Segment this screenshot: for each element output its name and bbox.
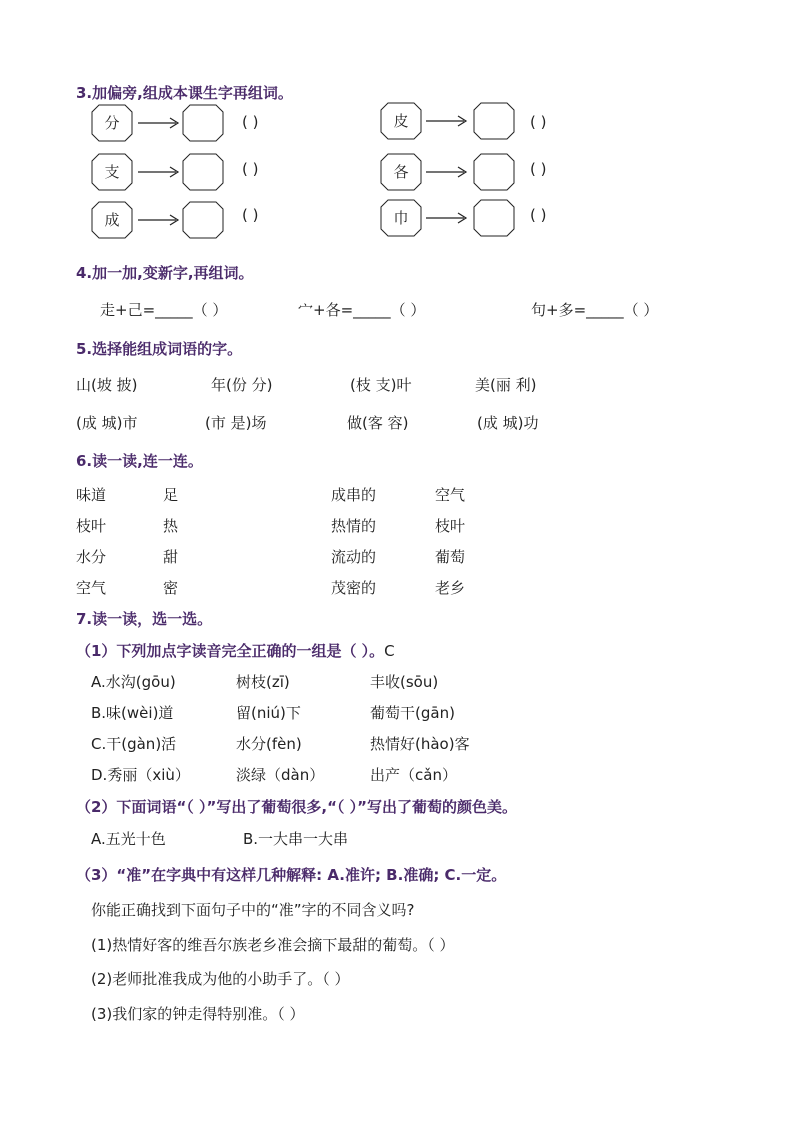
option-cell: 葡萄干(gān): [370, 704, 455, 722]
q4-item[interactable]: 句+多=_____（ ）: [531, 301, 659, 319]
q5-option[interactable]: (枝 支)叶: [350, 376, 412, 394]
word-blank[interactable]: ( ): [530, 160, 547, 178]
match-word[interactable]: 味道: [76, 486, 107, 504]
radical-box-fen: [91, 104, 133, 142]
match-word[interactable]: 密: [163, 579, 179, 597]
option-b[interactable]: B.一大串一大串: [243, 830, 349, 848]
q5-option[interactable]: 做(客 容): [347, 414, 409, 432]
word-blank[interactable]: ( ): [530, 113, 547, 131]
sentence-2[interactable]: (2)老师批准我成为他的小助手了。（ ）: [91, 970, 350, 988]
q4-item[interactable]: 走+己=_____（ ）: [100, 301, 228, 319]
option-cell: 淡绿（dàn）: [236, 766, 325, 784]
radical-box-zhi: [91, 153, 133, 191]
arrow-icon: [138, 214, 180, 226]
q5-option[interactable]: 山(坡 披): [76, 376, 138, 394]
radical-char: 分: [104, 114, 120, 132]
q7-part1-stem-text: （1）下列加点字读音完全正确的一组是（ ）。: [76, 642, 385, 660]
arrow-icon: [426, 115, 468, 127]
option-a[interactable]: A.水沟(gōu): [91, 673, 176, 691]
match-word[interactable]: 空气: [76, 579, 107, 597]
option-c[interactable]: C.干(gàn)活: [91, 735, 177, 753]
q7-part1-stem: [76, 640, 395, 661]
radical-box-jin: [380, 199, 422, 237]
match-word[interactable]: 流动的: [331, 548, 377, 566]
word-blank[interactable]: ( ): [242, 160, 259, 178]
word-blank[interactable]: ( ): [242, 206, 259, 224]
answer-box[interactable]: [182, 201, 224, 239]
q7-part3-stem: （3）“准”在字典中有这样几种解释: A.准许; B.准确; C.一定。: [76, 866, 507, 884]
option-b[interactable]: B.味(wèi)道: [91, 704, 174, 722]
radical-box-pi: [380, 102, 422, 140]
match-word[interactable]: 茂密的: [331, 579, 377, 597]
radical-char: 巾: [393, 209, 409, 227]
q6-title: 6.读一读,连一连。: [76, 452, 203, 470]
word-blank[interactable]: ( ): [530, 206, 547, 224]
answer-box[interactable]: [473, 199, 515, 237]
option-cell: 丰收(sōu): [370, 673, 439, 691]
q7-part3-ask: 你能正确找到下面句子中的“准”字的不同含义吗?: [91, 901, 415, 919]
q5-option[interactable]: (成 城)功: [477, 414, 539, 432]
radical-box-cheng: [91, 201, 133, 239]
arrow-icon: [138, 166, 180, 178]
answer-box[interactable]: [182, 153, 224, 191]
match-word[interactable]: 甜: [163, 548, 179, 566]
option-a[interactable]: A.五光十色: [91, 830, 166, 848]
option-cell: 热情好(hào)客: [370, 735, 470, 753]
word-blank[interactable]: ( ): [242, 113, 259, 131]
q7-title: 7.读一读，选一选。: [76, 610, 213, 628]
arrow-icon: [426, 212, 468, 224]
match-word[interactable]: 水分: [76, 548, 107, 566]
arrow-icon: [138, 117, 180, 129]
option-d[interactable]: D.秀丽（xiù）: [91, 766, 190, 784]
sentence-1[interactable]: (1)热情好客的维吾尔族老乡准会摘下最甜的葡萄。（ ）: [91, 936, 455, 954]
answer-box[interactable]: [182, 104, 224, 142]
match-word[interactable]: 枝叶: [76, 517, 107, 535]
match-word[interactable]: 热: [163, 517, 179, 535]
q4-item[interactable]: 宀+各=_____（ ）: [298, 301, 426, 319]
option-cell: 树枝(zī): [236, 673, 290, 691]
radical-char: 支: [104, 163, 120, 181]
q7-part2-stem: （2）下面词语“（ ）”写出了葡萄很多,“（ ）”写出了葡萄的颜色美。: [76, 798, 518, 816]
radical-char: 各: [393, 163, 409, 181]
sentence-3[interactable]: (3)我们家的钟走得特别准。（ ）: [91, 1005, 305, 1023]
q5-option[interactable]: 美(丽 利): [475, 376, 537, 394]
q4-title: 4.加一加,变新字,再组词。: [76, 264, 254, 282]
match-word[interactable]: 成串的: [331, 486, 377, 504]
q5-option[interactable]: (成 城)市: [76, 414, 138, 432]
q7-part1-answer: C: [384, 642, 395, 660]
q3-title: 3.加偏旁,组成本课生字再组词。: [76, 84, 293, 102]
q5-title: 5.选择能组成词语的字。: [76, 340, 243, 358]
match-word[interactable]: 枝叶: [435, 517, 466, 535]
answer-box[interactable]: [473, 153, 515, 191]
q5-option[interactable]: 年(份 分): [211, 376, 273, 394]
match-word[interactable]: 空气: [435, 486, 466, 504]
option-cell: 留(niú)下: [236, 704, 301, 722]
radical-char: 皮: [393, 112, 409, 130]
radical-char: 成: [104, 211, 120, 229]
answer-box[interactable]: [473, 102, 515, 140]
match-word[interactable]: 葡萄: [435, 548, 466, 566]
arrow-icon: [426, 166, 468, 178]
option-cell: 水分(fèn): [236, 735, 302, 753]
q5-option[interactable]: (市 是)场: [205, 414, 267, 432]
match-word[interactable]: 足: [163, 486, 179, 504]
radical-box-ge: [380, 153, 422, 191]
option-cell: 出产（cǎn）: [370, 766, 457, 784]
match-word[interactable]: 热情的: [331, 517, 377, 535]
match-word[interactable]: 老乡: [435, 579, 466, 597]
